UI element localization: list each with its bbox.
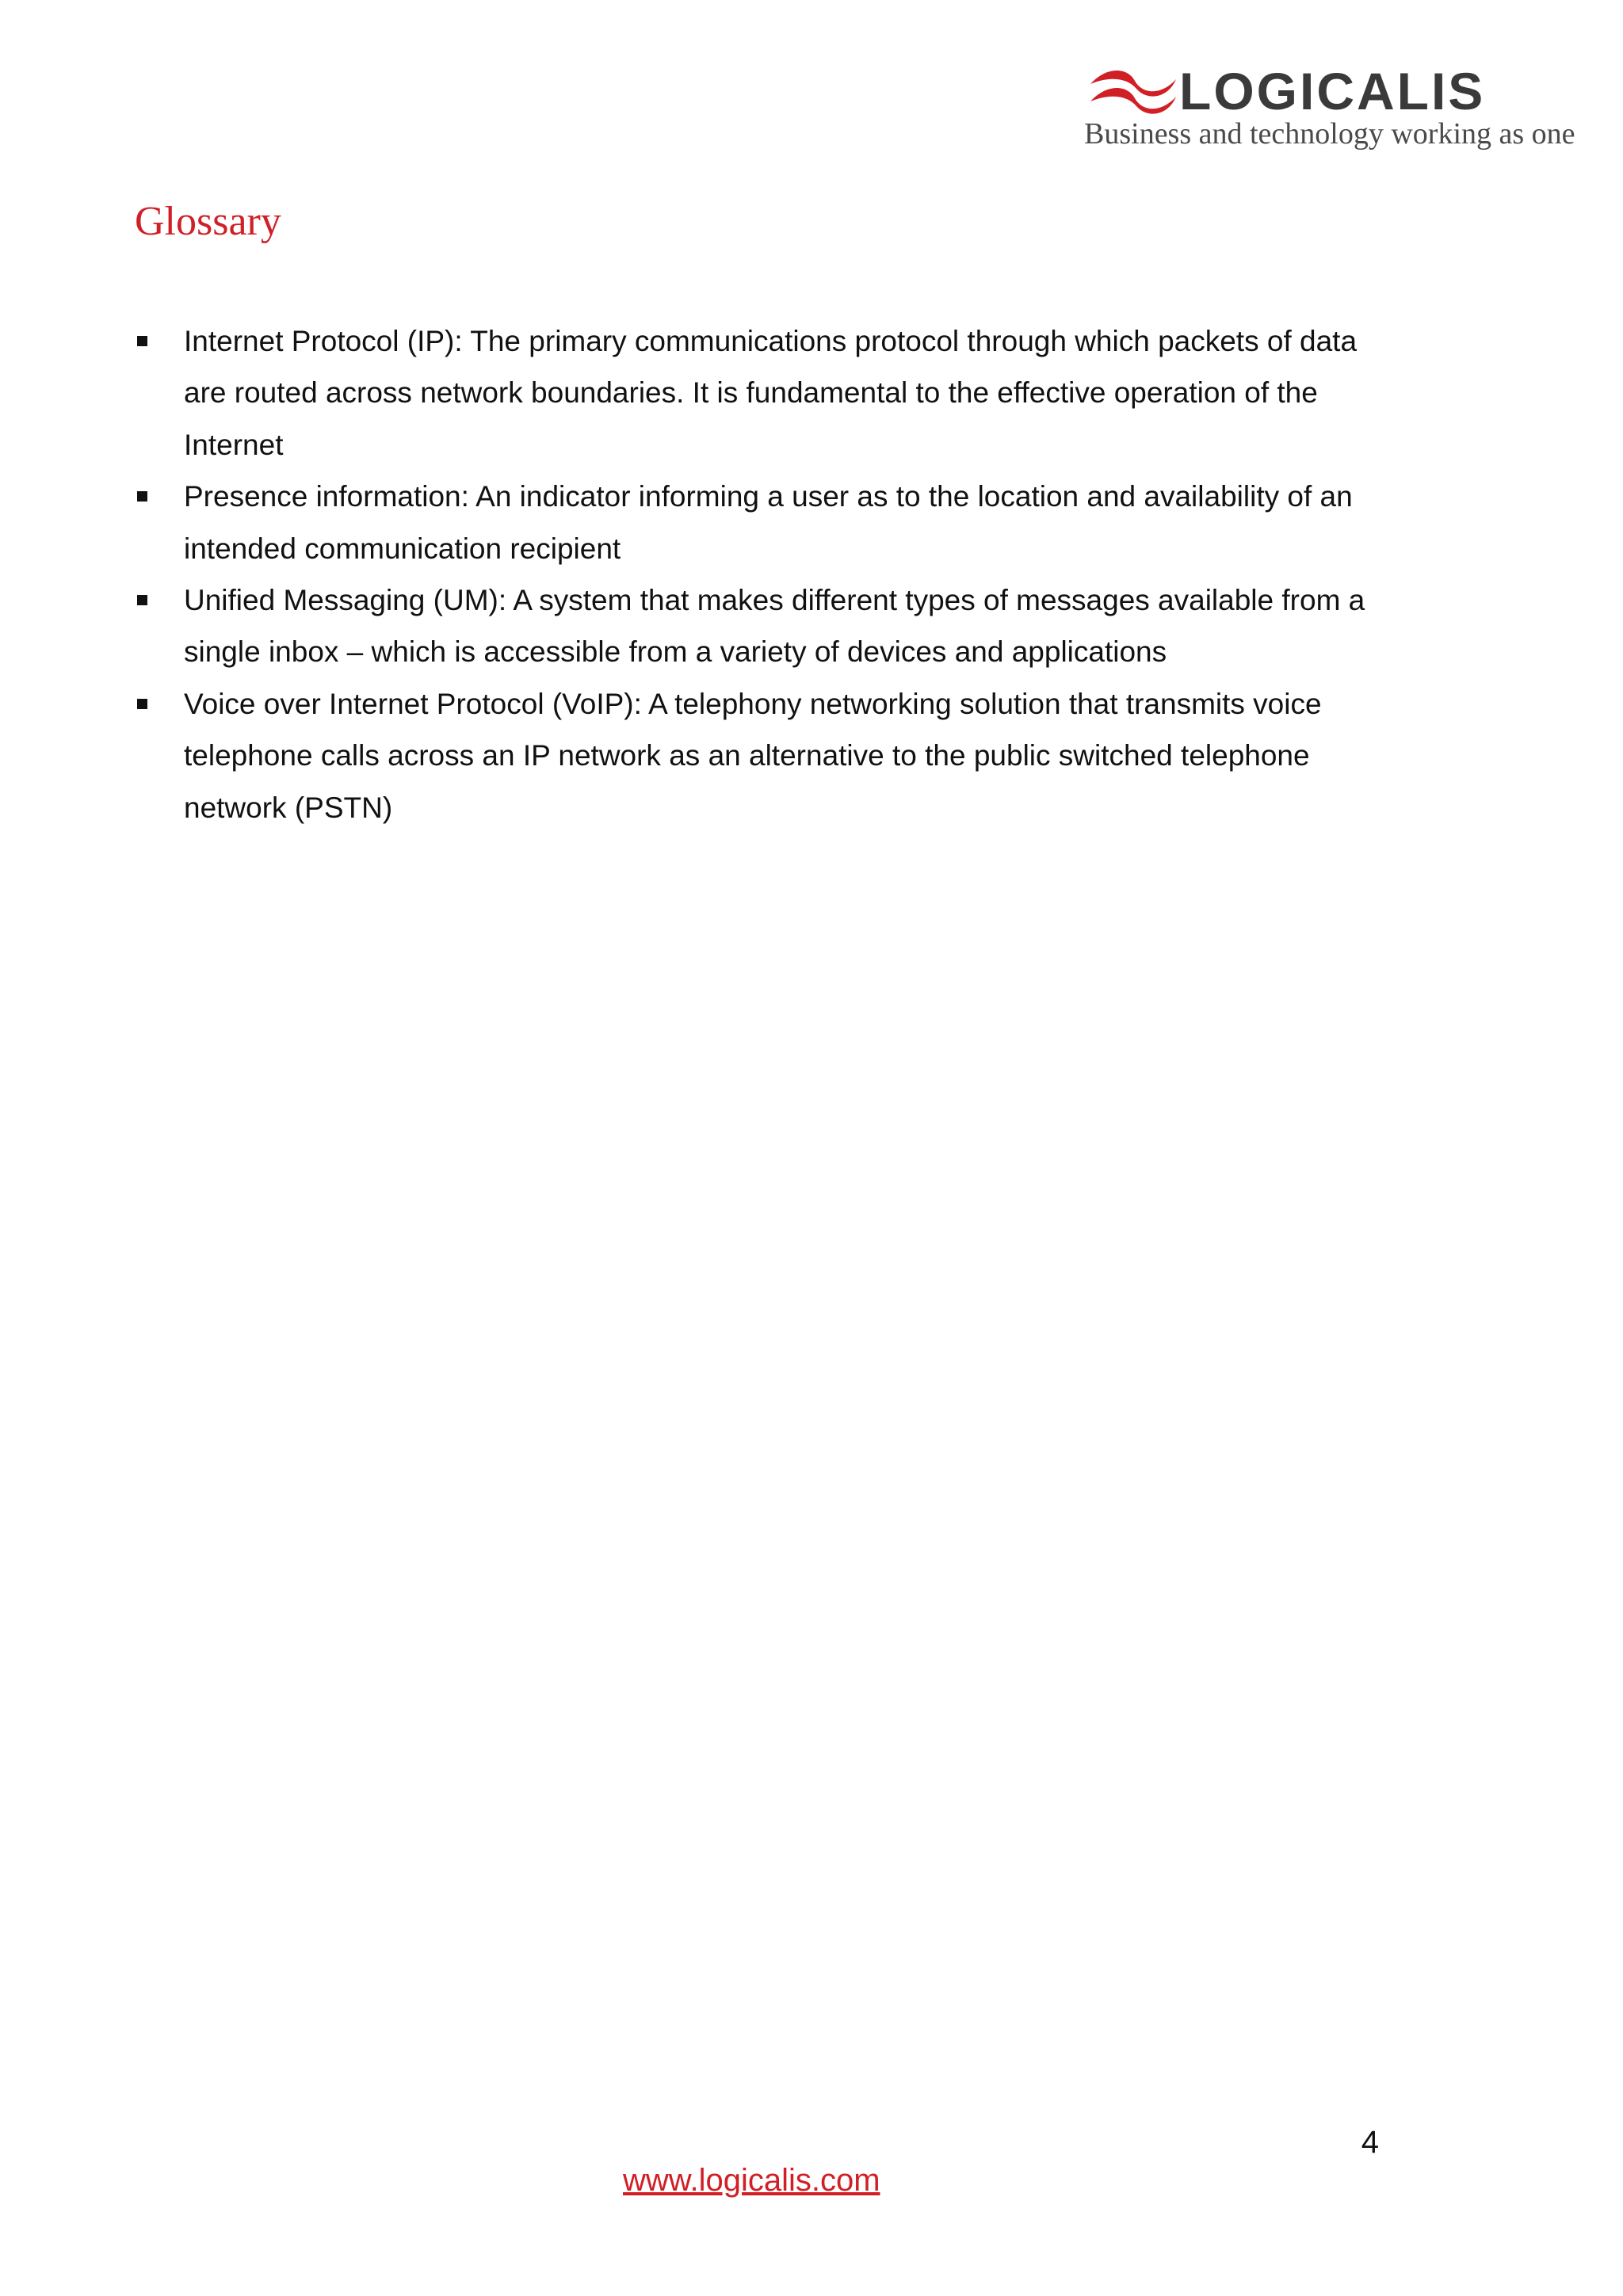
page-number: 4	[1361, 2125, 1379, 2160]
page-title: Glossary	[135, 199, 281, 244]
logo-wordmark: LOGICALIS	[1179, 62, 1486, 120]
company-logo	[1078, 57, 1575, 155]
glossary-item-presence	[0, 471, 1388, 574]
glossary-item-text: Presence information: An indicator informing a user as to the location and availability of an intended communication recipient	[184, 480, 1353, 565]
square-bullet-icon	[137, 699, 147, 709]
glossary-item-text: Internet Protocol (IP): The primary communications protocol through which packets of data are routed across network boundaries. It is fundamental to the effective operation of the Internet	[184, 325, 1358, 461]
logo-tagline: Business and technology working as one	[1084, 117, 1575, 151]
square-bullet-icon	[137, 336, 147, 346]
glossary-item-um	[0, 574, 1388, 678]
glossary-item-text: Unified Messaging (UM): A system that makes different types of messages available from a single inbox – which is accessible from a variety of devices and applications	[184, 584, 1365, 669]
website-link[interactable]: www.logicalis.com	[623, 2163, 880, 2198]
glossary-item-ip	[0, 315, 1388, 471]
glossary-item-text: Voice over Internet Protocol (VoIP): A telephony networking solution that transmits voice telephone calls across an IP network as an alternative to the public switched telephone network (PSTN)	[184, 687, 1322, 824]
square-bullet-icon	[137, 595, 147, 605]
square-bullet-icon	[137, 491, 147, 502]
glossary-item-voip	[0, 678, 1388, 833]
glossary-list	[0, 315, 1395, 833]
